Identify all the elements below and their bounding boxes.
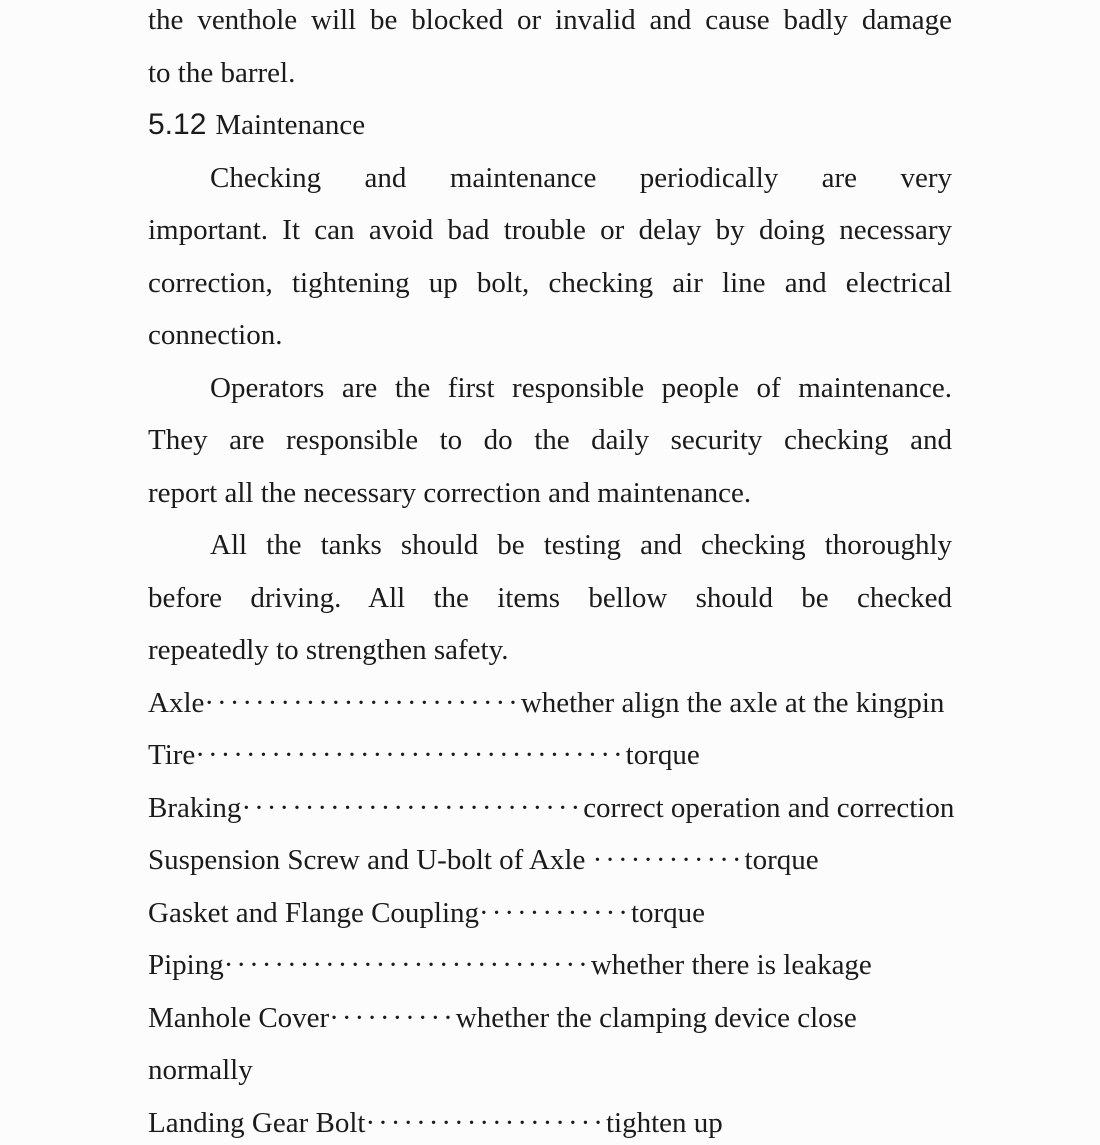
checklist-item-label: Suspension Screw and U-bolt of Axle (148, 844, 593, 876)
checklist-line-gasket (148, 887, 952, 940)
checklist-item-label: Manhole Cover (148, 1001, 330, 1034)
text-line: before driving. All the items bellow should be checked (148, 581, 952, 614)
checklist-item-value: whether align the axle at the kingpin (520, 686, 945, 719)
checklist-line-braking (148, 782, 955, 835)
dot-leader: ·········· (329, 1001, 456, 1034)
text-line: important. It can avoid bad trouble or delay by doing necessary (148, 214, 952, 246)
section-heading (148, 99, 952, 152)
checklist-line-suspension (148, 834, 952, 887)
checklist-item-value: torque (744, 844, 819, 876)
text-line: Operators are the first responsible people of maintenance. (210, 371, 952, 404)
dot-leader: ··················· (365, 1106, 606, 1139)
text-line: to the barrel. (148, 56, 296, 89)
checklist-item-label: Tire (148, 739, 196, 771)
checklist-line-tire (148, 729, 952, 782)
dot-leader: ·································· (195, 739, 626, 771)
checklist-item-value: correct operation and correction (583, 791, 955, 824)
checklist-line-landing-gear-bolt (148, 1097, 952, 1145)
checklist-item-value: whether the clamping device close (455, 1001, 857, 1034)
text-line: the venthole will be blocked or invalid and cause badly damage (148, 4, 952, 36)
checklist-line-axle (148, 677, 952, 730)
checklist-line-piping (148, 939, 952, 992)
dot-leader: ························· (204, 686, 521, 719)
text-line: Checking and maintenance periodically are very (210, 161, 952, 194)
text-line: All the tanks should be testing and checking thoroughly (210, 529, 952, 561)
dot-leader: ····························· (223, 949, 591, 981)
checklist-item-value: whether there is leakage (590, 949, 872, 981)
checklist-item-label: Axle (148, 686, 205, 719)
checklist-item-value: tighten up (605, 1106, 723, 1139)
checklist-line-manhole-cover-continuation: normally (148, 1054, 253, 1086)
text-line: repeatedly to strengthen safety. (148, 634, 509, 666)
checklist-item-label: Gasket and Flange Coupling (148, 896, 480, 929)
checklist-item-value: torque (625, 739, 700, 771)
body-text (148, 0, 955, 1145)
checklist-line-manhole-cover (148, 992, 952, 1045)
text-line: They are responsible to do the daily security checking and (148, 424, 952, 456)
checklist-item-label: Landing Gear Bolt (148, 1106, 366, 1139)
dot-leader: ············ (592, 844, 745, 876)
dot-leader: ··························· (241, 791, 584, 824)
heading-number: 5.12 (148, 108, 207, 141)
text-line: connection. (148, 319, 283, 351)
checklist-item-value: torque (630, 896, 706, 929)
text-line: correction, tightening up bolt, checking air line and electrical (148, 266, 952, 299)
dot-leader: ············ (479, 896, 631, 929)
checklist-item-label: Braking (148, 791, 242, 824)
text-line: report all the necessary correction and maintenance. (148, 476, 752, 509)
checklist-item-label: Piping (148, 949, 224, 981)
heading-title: Maintenance (215, 109, 366, 141)
